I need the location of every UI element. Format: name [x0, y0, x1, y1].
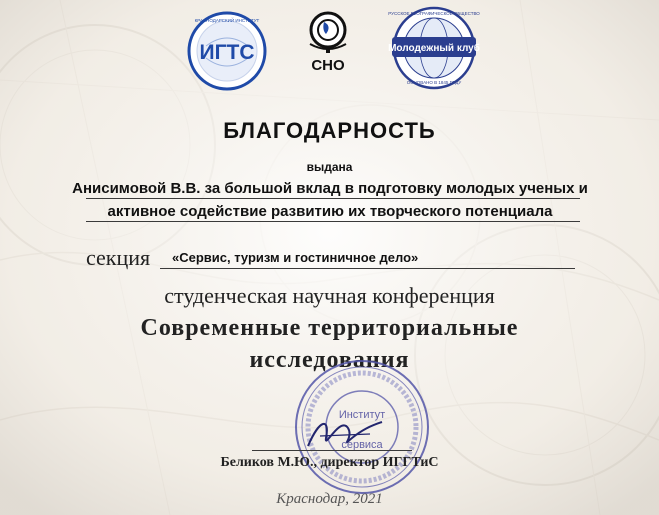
svg-text:сервиса: сервиса	[341, 439, 383, 451]
conference-title-line-2: исследования	[249, 347, 410, 373]
youth-club-logo	[386, 4, 482, 96]
certificate-title: БЛАГОДАРНОСТЬ	[223, 118, 436, 143]
recipient-rule-2	[86, 221, 580, 222]
section-rule	[160, 268, 575, 269]
city-year: Краснодар, 2021	[276, 491, 383, 507]
svg-text:СНО: СНО	[311, 57, 345, 74]
svg-text:Институт: Институт	[338, 409, 386, 421]
recipient-line-1: Анисимовой В.В. за большой вклад в подготовку молодых ученых и	[72, 180, 588, 197]
sno-logo	[300, 8, 356, 82]
svg-text:РУССКОЕ ГЕОГРАФИЧЕСКОЕ ОБЩЕСТВ: РУССКОЕ ГЕОГРАФИЧЕСКОЕ ОБЩЕСТВО	[388, 11, 480, 16]
conference-label: студенческая научная конференция	[164, 283, 495, 308]
svg-text:ИГТС: ИГТС	[199, 41, 255, 64]
recipient-rule-1	[86, 198, 580, 199]
signature-rule	[252, 450, 412, 451]
section-label: секция	[86, 245, 151, 270]
conference-title-line-1: Современные территориальные	[140, 315, 519, 341]
issued-label: выдана	[306, 160, 353, 174]
svg-text:ОСНОВАНО В 1845 ГОДУ: ОСНОВАНО В 1845 ГОДУ	[406, 80, 462, 85]
section-value: «Сервис, туризм и гостиничное дело»	[172, 250, 419, 265]
igts-logo	[186, 10, 268, 92]
svg-text:КРАСНОДАРСКИЙ ИНСТИТУТ: КРАСНОДАРСКИЙ ИНСТИТУТ	[194, 18, 260, 23]
signer-name: Беликов М.Ю., директор ИГГТиС	[220, 455, 439, 470]
recipient-text	[70, 177, 590, 223]
svg-text:Молодежный клуб: Молодежный клуб	[388, 43, 480, 54]
recipient-line-2: активное содействие развитию их творческого потенциала	[107, 203, 553, 220]
